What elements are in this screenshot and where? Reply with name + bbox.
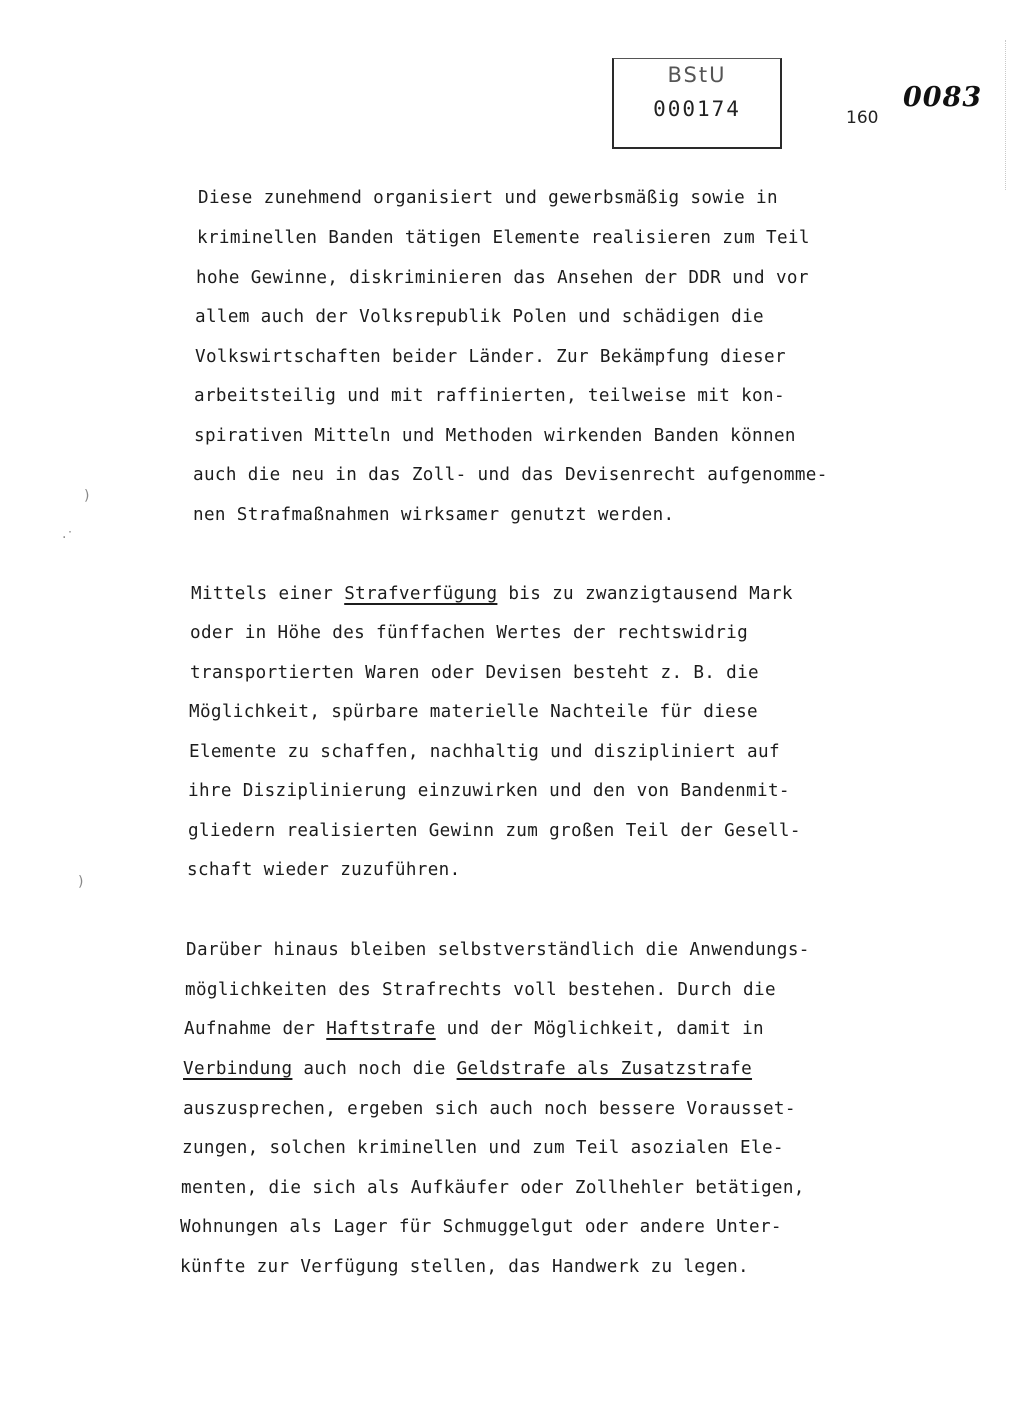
text-line [191, 586, 793, 604]
text-run: und der Möglichkeit, damit in [435, 1019, 764, 1039]
underlined-term: Verbindung [183, 1059, 293, 1079]
text-line: transportierten Waren oder Devisen besteht z. B. die [190, 663, 760, 683]
margin-mark: ) [84, 488, 90, 504]
text-line: Elemente zu schaffen, nachhaltig und diszipliniert auf [189, 742, 780, 762]
archive-number: 0083 [903, 82, 983, 113]
text-line: Volkswirtschaften beider Länder. Zur Bekämpfung dieser [195, 347, 786, 367]
underlined-term: Geldstrafe als Zusatzstrafe [456, 1059, 753, 1079]
text-line: künfte zur Verfügung stellen, das Handwerk zu legen. [180, 1257, 750, 1277]
text-line: Wohnungen als Lager für Schmuggelgut oder andere Unter- [180, 1217, 782, 1237]
edge-perforation [1005, 40, 1010, 190]
text-run: bis zu zwanzigtausend Mark [497, 584, 793, 604]
text-line [183, 1061, 752, 1079]
margin-mark: ·˙ [62, 530, 74, 546]
text-line: Darüber hinaus bleiben selbstverständlich die Anwendungs- [186, 940, 810, 960]
text-line [184, 1021, 764, 1039]
text-run: Mittels einer [191, 584, 345, 604]
text-line: zungen, solchen kriminellen und zum Teil asozialen Ele- [182, 1138, 784, 1158]
text-line: allem auch der Volksrepublik Polen und schädigen die [195, 307, 765, 327]
stamp-number: 000174 [653, 97, 741, 121]
text-run: Aufnahme der [184, 1019, 327, 1039]
text-line: ihre Disziplinierung einzuwirken und den von Bandenmit- [188, 781, 790, 801]
page-number: 160 [846, 108, 879, 128]
text-line: kriminellen Banden tätigen Elemente realisieren zum Teil [197, 228, 810, 248]
text-line: auch die neu in das Zoll- und das Devisenrecht aufgenomme- [193, 465, 828, 485]
stamp-agency-label: BStU [667, 63, 727, 87]
text-line: menten, die sich als Aufkäufer oder Zollhehler betätigen, [181, 1178, 805, 1198]
text-line: Diese zunehmend organisiert und gewerbsmäßig sowie in [198, 188, 778, 208]
text-line: auszusprechen, ergeben sich auch noch bessere Vorausset- [183, 1099, 796, 1119]
text-line: hohe Gewinne, diskriminieren das Ansehen der DDR und vor [196, 268, 809, 288]
underlined-term: Haftstrafe [326, 1019, 436, 1039]
text-line: nen Strafmaßnahmen wirksamer genutzt werden. [193, 505, 675, 525]
text-run: auch noch die [292, 1059, 457, 1079]
text-line: arbeitsteilig und mit raffinierten, teilweise mit kon- [194, 386, 785, 406]
text-line: spirativen Mitteln und Methoden wirkenden Banden können [194, 426, 796, 446]
underlined-term: Strafverfügung [344, 584, 498, 604]
bstu-stamp [612, 58, 782, 149]
text-line: schaft wieder zuzuführen. [187, 860, 461, 880]
margin-mark: ) [78, 874, 84, 890]
text-line: Möglichkeit, spürbare materielle Nachteile für diese [189, 702, 759, 722]
text-line: oder in Höhe des fünffachen Wertes der rechtswidrig [190, 623, 749, 643]
text-line: gliedern realisierten Gewinn zum großen Teil der Gesell- [188, 821, 801, 841]
text-line: möglichkeiten des Strafrechts voll bestehen. Durch die [185, 980, 776, 1000]
